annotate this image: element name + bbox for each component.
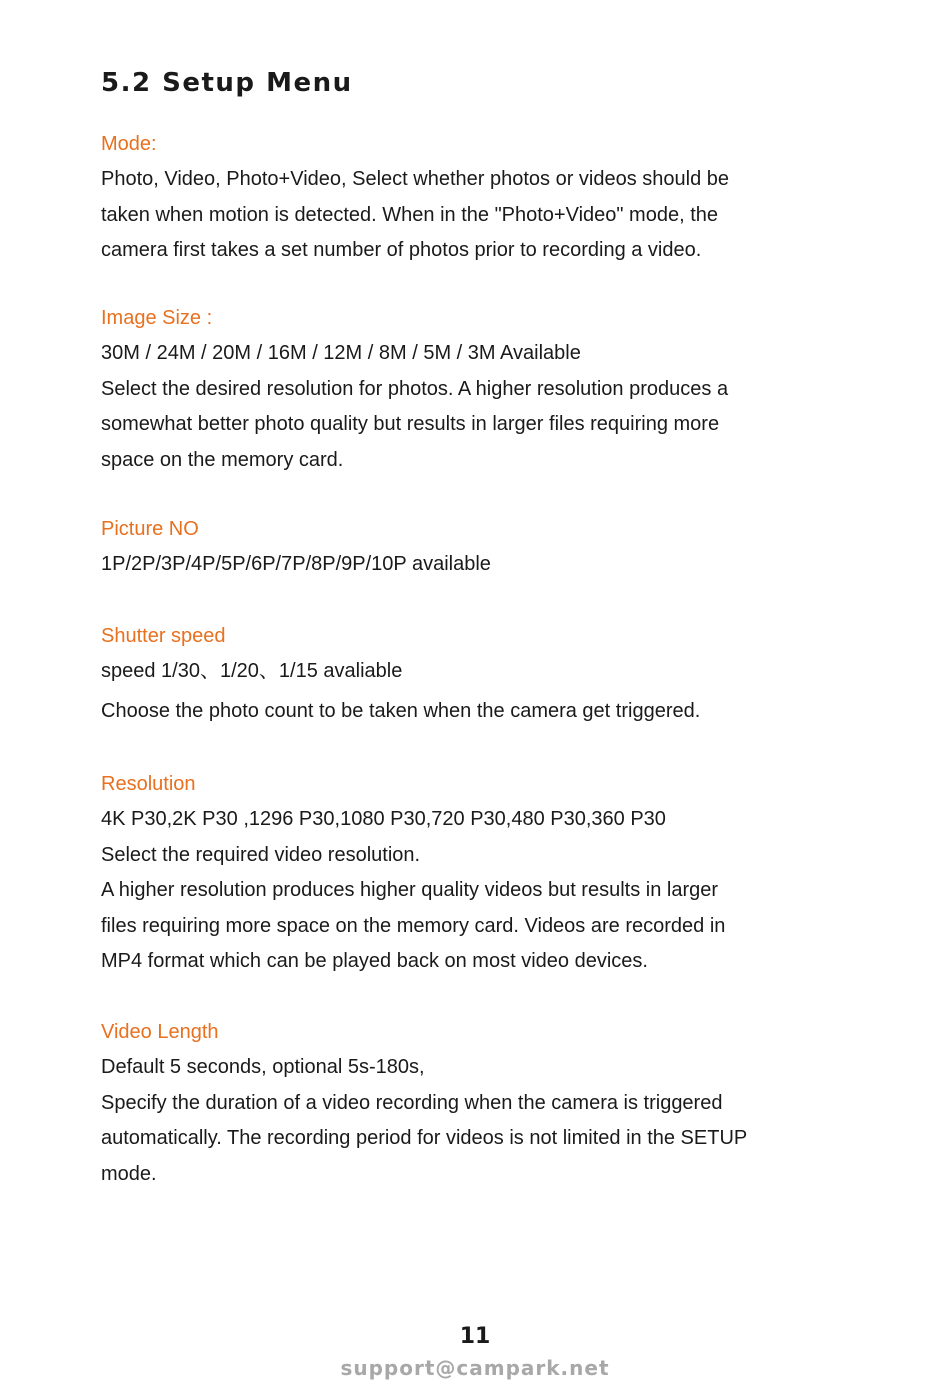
section-text-line: speed 1/30、1/20、1/15 avaliable (101, 660, 403, 682)
section-shutter-speed (101, 619, 861, 729)
section-video-length (101, 1015, 861, 1192)
section-text-line: taken when motion is detected. When in the "Photo+Video" mode, the (101, 203, 719, 226)
section-text-line: 1P/2P/3P/4P/5P/6P/7P/8P/9P/10P available (101, 553, 491, 575)
section-text-line: Choose the photo count to be taken when the camera get triggered. (101, 699, 701, 722)
section-mode (101, 127, 861, 269)
section-text-line: 30M / 24M / 20M / 16M / 12M / 8M / 5M / 3M Available (101, 342, 581, 364)
section-text-line: mode. (101, 1162, 157, 1185)
section-image-size (101, 301, 861, 478)
section-text-line: Select the desired resolution for photos. A higher resolution produces a (101, 377, 729, 400)
page-title: 5.2 Setup Menu (101, 68, 353, 98)
section-heading: Video Length (101, 1021, 219, 1043)
section-text-line: files requiring more space on the memory card. Videos are recorded in (101, 914, 726, 937)
section-heading: Mode: (101, 133, 157, 155)
support-email: support@campark.net (340, 1356, 610, 1380)
section-text-line: 4K P30,2K P30 ,1296 P30,1080 P30,720 P30,480 P30,360 P30 (101, 808, 666, 830)
section-heading: Shutter speed (101, 625, 226, 647)
section-text-line: MP4 format which can be played back on most video devices. (101, 950, 648, 972)
section-heading: Picture NO (101, 518, 199, 540)
section-text-line: somewhat better photo quality but results in larger files requiring more (101, 413, 720, 435)
section-text-line: space on the memory card. (101, 448, 344, 471)
section-picture-no (101, 512, 861, 583)
section-text-line: Specify the duration of a video recording when the camera is triggered (101, 1091, 723, 1114)
section-text-line: Photo, Video, Photo+Video, Select whether photos or videos should be (101, 168, 730, 190)
section-text-line: Select the required video resolution. (101, 843, 421, 866)
section-heading: Resolution (101, 773, 196, 795)
section-text-line: automatically. The recording period for videos is not limited in the SETUP (101, 1127, 748, 1149)
section-text-line: A higher resolution produces higher quality videos but results in larger (101, 879, 719, 901)
section-text-line: Default 5 seconds, optional 5s-180s, (101, 1056, 425, 1078)
section-text-line: camera first takes a set number of photos prior to recording a video. (101, 239, 702, 261)
page-number: 11 (459, 1324, 491, 1349)
section-heading: Image Size : (101, 307, 213, 329)
section-resolution (101, 767, 861, 980)
